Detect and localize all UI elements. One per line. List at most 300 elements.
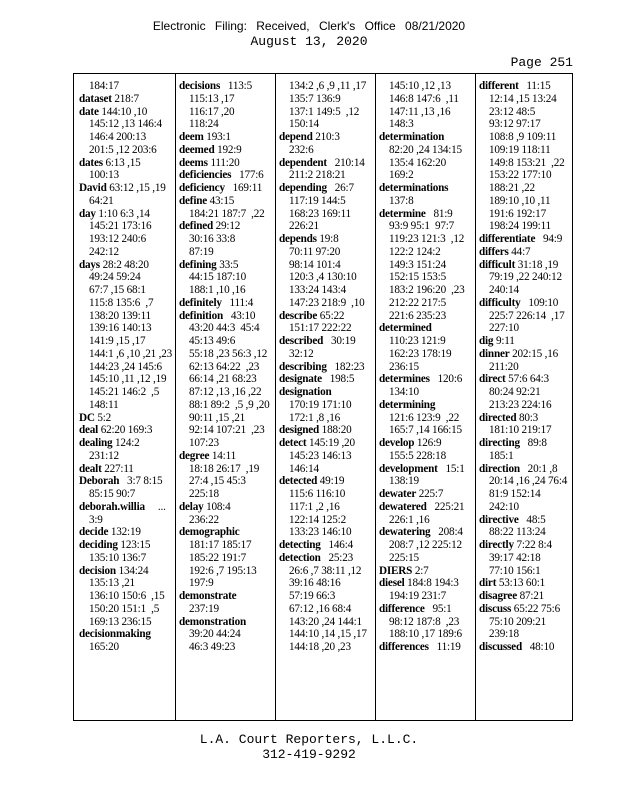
index-reference-line [179, 93, 275, 106]
index-entry [479, 246, 571, 259]
page-line-references: 225:21 [429, 500, 465, 513]
index-reference-line [179, 335, 275, 348]
index-term: directive [479, 513, 519, 526]
index-reference-line [79, 310, 175, 323]
index-reference-line [379, 271, 475, 284]
page-line-references: 221:6 235:23 [389, 309, 446, 322]
page-line-references: 133:23 146:10 [289, 526, 352, 539]
index-entry [79, 463, 175, 476]
index-column-4 [379, 80, 475, 720]
page-line-references: 185:1 [489, 449, 514, 462]
index-reference-line [179, 373, 275, 386]
index-reference-line [79, 271, 175, 284]
page-line-references: 208:7 ,12 225:12 [389, 539, 462, 551]
page-line-references: 2:7 [414, 564, 429, 577]
page-line-references: 65:22 [319, 309, 345, 322]
index-reference-line [379, 386, 475, 399]
index-term: demographic [179, 526, 240, 539]
index-reference-line [479, 450, 571, 463]
index-term: directing [479, 437, 520, 449]
page-line-references: 188:1 ,10 ,16 [189, 284, 246, 296]
index-reference-line [479, 322, 571, 335]
page-line-references: 194:19 231:7 [389, 590, 446, 602]
index-entry [179, 220, 275, 233]
page-line-references: 145:21 146:2 ,5 [89, 386, 160, 398]
index-term: depend [279, 131, 313, 143]
index-reference-line [279, 399, 375, 412]
index-reference-line [479, 118, 571, 131]
page-line-references: 225:7 [418, 488, 444, 500]
index-reference-line [279, 565, 375, 578]
index-reference-line [279, 297, 375, 310]
index-entry [479, 463, 571, 476]
index-term: defining [179, 258, 217, 271]
page-line-references: 87:21 [519, 590, 545, 602]
index-reference-line [379, 195, 475, 208]
index-entry [179, 182, 275, 195]
index-reference-line [279, 616, 375, 629]
page-line-references: 26:6 ,7 38:11 ,12 [289, 564, 362, 577]
index-entry [279, 539, 375, 552]
index-frame [73, 73, 573, 721]
index-reference-line [279, 514, 375, 527]
index-entry [479, 514, 571, 527]
index-entry [179, 259, 275, 272]
index-reference-line [379, 246, 475, 259]
index-reference-line [279, 628, 375, 641]
index-term: directed [479, 411, 517, 424]
index-reference-line [79, 284, 175, 297]
index-reference-line [279, 195, 375, 208]
index-reference-line [179, 628, 275, 641]
index-reference-line [279, 271, 375, 284]
page-line-references: 165:20 [89, 641, 119, 653]
index-reference-line [79, 577, 175, 590]
index-entry [279, 233, 375, 246]
index-entry [79, 437, 175, 450]
index-entry [479, 373, 571, 386]
page-line-references: 242:12 [89, 245, 119, 258]
index-entry [379, 641, 475, 654]
page-line-references: 14:11 [211, 449, 236, 462]
index-column-2 [179, 80, 275, 720]
index-reference-line [479, 526, 571, 539]
page-line-references: 191:6 192:17 [489, 207, 546, 220]
page-line-references: 240:14 [489, 284, 519, 296]
page-line-references: 43:10 [225, 309, 256, 322]
index-reference-line [79, 169, 175, 182]
index-entry [79, 106, 175, 119]
page-line-references: 211:20 [489, 360, 519, 373]
index-entry [79, 93, 175, 106]
index-reference-line [379, 475, 475, 488]
page-line-references: 146:14 [289, 462, 319, 475]
reporter-name: L.A. Court Reporters, L.L.C. [199, 732, 419, 747]
index-reference-line [279, 488, 375, 501]
page-line-references: 242:10 [489, 500, 519, 513]
page-line-references: 210:3 [315, 131, 340, 143]
page-line-references: 225:18 [189, 488, 219, 500]
index-reference-line [479, 488, 571, 501]
index-entry [79, 182, 175, 195]
index-term: detect [279, 437, 307, 449]
page-line-references: 26:7 [329, 182, 354, 194]
index-reference-line [179, 539, 275, 552]
index-term: dewater [379, 488, 417, 500]
page-line-references: 185:22 191:7 [189, 551, 246, 564]
index-term: depending [279, 182, 327, 194]
index-entry [79, 526, 175, 539]
index-entry [179, 297, 275, 310]
index-reference-line [479, 131, 571, 144]
document-date: August 13, 2020 [250, 34, 368, 49]
page-line-references: 146:4 200:13 [89, 131, 146, 143]
page-line-references: 120:6 [432, 373, 463, 386]
page-line-references: 48:5 [521, 513, 546, 526]
index-reference-line [79, 488, 175, 501]
page-line-references: 49:19 [319, 475, 345, 488]
index-entry [179, 526, 275, 539]
index-reference-line [479, 424, 571, 437]
page-line-references: 44:15 187:10 [189, 271, 246, 284]
page-line-references: 153:22 177:10 [489, 169, 552, 182]
index-reference-line [179, 412, 275, 425]
page-line-references: 138:20 139:11 [89, 309, 151, 322]
index-entry [279, 475, 375, 488]
index-term: differentiate [479, 233, 536, 245]
page-number: Page 251 [510, 55, 573, 70]
page-line-references: 53:13 60:1 [498, 577, 546, 590]
index-term: direction [479, 462, 520, 475]
page-line-references: 87:19 [189, 245, 214, 258]
page-line-references: 147:23 218:9 ,10 [289, 296, 365, 309]
index-entry [379, 182, 475, 195]
page-line-references: 19:8 [319, 233, 339, 245]
page-line-references: 45:13 49:6 [189, 335, 236, 347]
index-reference-line [279, 93, 375, 106]
page-line-references: 62:20 169:3 [100, 424, 153, 437]
page-line-references: 225:15 [389, 551, 419, 564]
index-term: define [179, 194, 208, 207]
page-line-references: 12:14 ,15 13:24 [489, 92, 557, 105]
page-line-references: 211:2 218:21 [289, 169, 346, 182]
index-reference-line [79, 233, 175, 246]
index-reference-line [379, 233, 475, 246]
page-line-references: 135:7 136:9 [289, 92, 341, 105]
index-column-1 [79, 80, 175, 720]
index-reference-line [279, 322, 375, 335]
index-term: discussed [479, 641, 522, 653]
page-line-references: 46:3 49:23 [189, 641, 236, 653]
page-line-references: 198:24 199:11 [489, 220, 551, 233]
page-line-references: 82:20 ,24 134:15 [389, 143, 462, 156]
page-line-references: 81:9 152:14 [489, 488, 541, 500]
index-term: Deborah [79, 475, 120, 488]
index-reference-line [179, 488, 275, 501]
page-line-references: 225:7 226:14 ,17 [489, 309, 565, 322]
page-line-references: 18:18 26:17 ,19 [189, 462, 260, 475]
index-term: differs [479, 245, 509, 258]
page-line-references: 143:20 ,24 144:1 [289, 615, 362, 628]
index-entry [179, 195, 275, 208]
index-reference-line [479, 195, 571, 208]
page-line-references: 134:10 [389, 386, 419, 398]
page-line-references: 23:12 48:5 [489, 105, 536, 118]
index-reference-line [79, 348, 175, 361]
page-line-references: 172:1 ,8 ,16 [289, 411, 341, 424]
index-term: designate [279, 373, 322, 386]
index-reference-line [479, 284, 571, 297]
page-line-references: 81:9 [428, 207, 453, 220]
page-line-references: 145:21 173:16 [89, 220, 152, 233]
page-line-references: 29:12 [215, 220, 241, 233]
page-line-references: 193:1 [206, 131, 231, 143]
page-line-references: 3:9 [89, 513, 103, 526]
page-line-references: 151:17 222:22 [289, 322, 352, 335]
index-term: deborah.willia [79, 500, 145, 513]
index-term: decisionmaking [79, 628, 151, 641]
index-term: determines [379, 373, 430, 386]
page-line-references: 9:11 [495, 335, 515, 347]
page-line-references: 184:21 187:7 ,22 [189, 207, 265, 220]
page-line-references: 134:24 [118, 564, 149, 577]
page-line-references: 111:4 [224, 296, 254, 309]
index-reference-line [379, 539, 475, 552]
index-term: dates [79, 156, 103, 169]
index-entry [479, 80, 571, 93]
index-reference-line [379, 514, 475, 527]
index-reference-line [179, 284, 275, 297]
page-line-references: 115:13 ,17 [189, 92, 235, 105]
index-reference-line [379, 93, 475, 106]
page-line-references: 169:2 [389, 169, 414, 182]
page-line-references: 150:14 [289, 118, 319, 131]
page-line-references: 141:9 ,15 ,17 [89, 335, 146, 347]
page-line-references: 77:10 156:1 [489, 564, 541, 577]
index-entry [479, 412, 571, 425]
index-entry [279, 552, 375, 565]
index-reference-line [179, 475, 275, 488]
index-reference-line [179, 641, 275, 654]
index-reference-line [179, 361, 275, 374]
page-line-references: 170:19 171:10 [289, 398, 352, 411]
page-line-references: 189:10 ,10 ,11 [489, 194, 551, 207]
index-term: dealt [79, 462, 102, 475]
page-line-references: 138:19 [389, 475, 419, 488]
index-reference-line [379, 310, 475, 323]
page-line-references: 67:12 ,16 68:4 [289, 602, 352, 615]
page-line-references: 98:14 101:4 [289, 258, 341, 271]
page-line-references: 149:3 151:24 [389, 258, 446, 271]
index-reference-line [479, 386, 571, 399]
page-line-references: 148:3 [389, 118, 414, 131]
index-term: detection [279, 551, 321, 564]
index-reference-line [379, 220, 475, 233]
page-line-references: 100:13 [89, 169, 119, 182]
index-term: detected [279, 475, 318, 488]
index-reference-line [279, 641, 375, 654]
index-entry [379, 488, 475, 501]
index-reference-line [179, 565, 275, 578]
index-reference-line [179, 106, 275, 119]
page-line-references: 149:8 153:21 ,22 [489, 156, 565, 169]
index-entry [279, 361, 375, 374]
index-reference-line [179, 399, 275, 412]
index-reference-line [279, 526, 375, 539]
index-reference-line [479, 565, 571, 578]
page-line-references: 119:23 121:3 ,12 [389, 233, 465, 245]
index-reference-line [279, 144, 375, 157]
index-reference-line [79, 641, 175, 654]
index-entry [79, 157, 175, 170]
page-line-references: 94:9 [537, 233, 563, 245]
page-line-references: 152:15 153:5 [389, 271, 446, 284]
page-line-references: 30:16 33:8 [189, 233, 236, 245]
index-reference-line [179, 271, 275, 284]
index-term: dinner [479, 347, 510, 360]
index-term: dealing [79, 437, 113, 449]
index-entry [79, 539, 175, 552]
index-reference-line [379, 169, 475, 182]
page-line-references: 236:15 [389, 360, 419, 373]
page-line-references: 236:22 [189, 513, 219, 526]
index-reference-line [379, 335, 475, 348]
index-reference-line [179, 552, 275, 565]
page-line-references: 27:4 ,15 45:3 [189, 475, 246, 488]
page-line-references: 116:17 ,20 [189, 105, 235, 118]
page-line-references: 148:11 [89, 398, 119, 411]
index-reference-line [79, 220, 175, 233]
index-entry [379, 208, 475, 221]
page-line-references: 135:4 162:20 [389, 156, 446, 169]
index-reference-line [179, 424, 275, 437]
index-entry [179, 590, 275, 603]
index-reference-line [479, 106, 571, 119]
index-reference-line [179, 208, 275, 221]
reporter-phone: 312-419-9292 [262, 747, 356, 762]
index-reference-line [279, 501, 375, 514]
page-line-references: 201:5 ,12 203:6 [89, 143, 157, 156]
index-column-5 [479, 80, 571, 720]
page-line-references: ... [147, 500, 166, 513]
index-reference-line [179, 118, 275, 131]
index-reference-line [379, 297, 475, 310]
index-term: definitely [179, 296, 222, 309]
index-term: demonstrate [179, 590, 237, 602]
index-entry [79, 565, 175, 578]
index-entry [79, 628, 175, 641]
index-entry [479, 348, 571, 361]
index-reference-line [479, 552, 571, 565]
page-line-references: 107:23 [189, 437, 219, 449]
filing-stamp-line: Electronic Filing: Received, Clerk's Office 08/21/2020 [152, 19, 466, 33]
index-reference-line [479, 399, 571, 412]
page-line-references: 122:14 125:2 [289, 513, 346, 526]
index-reference-line [379, 412, 475, 425]
page-line-references: 117:1 ,2 ,16 [289, 500, 340, 513]
index-term: defined [179, 220, 214, 233]
index-reference-line [379, 628, 475, 641]
page-line-references: 48:10 [524, 641, 555, 653]
page-line-references: 120:3 ,4 130:10 [289, 271, 357, 284]
page-line-references: 126:9 [416, 437, 442, 449]
index-term: deemed [179, 143, 215, 156]
page-line-references: 31:18 ,19 [517, 258, 559, 271]
page-line-references: 63:12 ,15 ,19 [109, 182, 166, 194]
page-line-references: 145:10 ,11 ,12 ,19 [89, 373, 167, 386]
index-term: deficiencies [179, 169, 232, 182]
page-line-references: 117:19 144:5 [289, 194, 346, 207]
page-line-references: 192:6 ,7 195:13 [189, 564, 257, 577]
index-term: dirt [479, 577, 497, 590]
index-term: directly [479, 539, 514, 551]
page-line-references: 85:15 90:7 [89, 488, 136, 500]
page-line-references: 108:4 [206, 500, 231, 513]
page-line-references: 168:23 169:11 [289, 207, 351, 220]
page-line-references: 192:9 [217, 143, 242, 156]
page-line-references: 133:24 143:4 [289, 284, 346, 296]
page-line-references: 135:13 ,21 [89, 577, 135, 590]
index-term: describe [279, 309, 318, 322]
page-line-references: 147:11 ,13 ,16 [389, 105, 451, 118]
index-entry [479, 437, 571, 450]
index-reference-line [79, 322, 175, 335]
page-line-references: 188:21 ,22 [489, 182, 535, 194]
index-reference-line [279, 259, 375, 272]
index-reference-line [379, 80, 475, 93]
index-reference-line [179, 246, 275, 259]
page-line-references: 115:8 135:6 ,7 [89, 296, 154, 309]
index-entry [379, 437, 475, 450]
index-entry [279, 386, 375, 399]
index-reference-line [479, 208, 571, 221]
index-reference-line [279, 169, 375, 182]
index-entry [179, 616, 275, 629]
index-reference-line [379, 144, 475, 157]
index-reference-line [79, 297, 175, 310]
index-entry [79, 501, 175, 514]
page-line-references: 184:8 194:3 [407, 577, 459, 590]
index-term: deficiency [179, 182, 225, 194]
page-line-references: 188:10 ,17 189:6 [389, 628, 462, 641]
index-term: deal [79, 424, 99, 437]
index-term: designed [279, 424, 320, 437]
page-line-references: 226:1 ,16 [389, 513, 430, 526]
index-reference-line [379, 424, 475, 437]
page-line-references: 231:12 [89, 449, 119, 462]
page-line-references: 144:10 ,14 ,15 ,17 [289, 628, 367, 641]
index-reference-line [279, 577, 375, 590]
column-divider [275, 74, 276, 720]
index-term: dewatered [379, 500, 427, 513]
index-reference-line [479, 93, 571, 106]
index-term: dataset [79, 92, 112, 105]
index-term: disagree [479, 590, 517, 602]
index-term: decision [79, 564, 116, 577]
page-line-references: 146:4 [323, 539, 353, 551]
index-reference-line [79, 514, 175, 527]
page-line-references: 55:18 ,23 56:3 ,12 [189, 347, 268, 360]
page-line-references: 134:2 ,6 ,9 ,11 ,17 [289, 80, 367, 92]
page-line-references: 90:11 ,15 ,21 [189, 411, 246, 424]
index-reference-line [179, 386, 275, 399]
index-term: deem [179, 131, 204, 143]
page-line-references: 137:1 149:5 ,12 [289, 105, 360, 118]
index-reference-line [279, 220, 375, 233]
index-entry [379, 526, 475, 539]
index-term: dewatering [379, 526, 431, 539]
page-line-references: 93:9 95:1 97:7 [389, 220, 455, 233]
